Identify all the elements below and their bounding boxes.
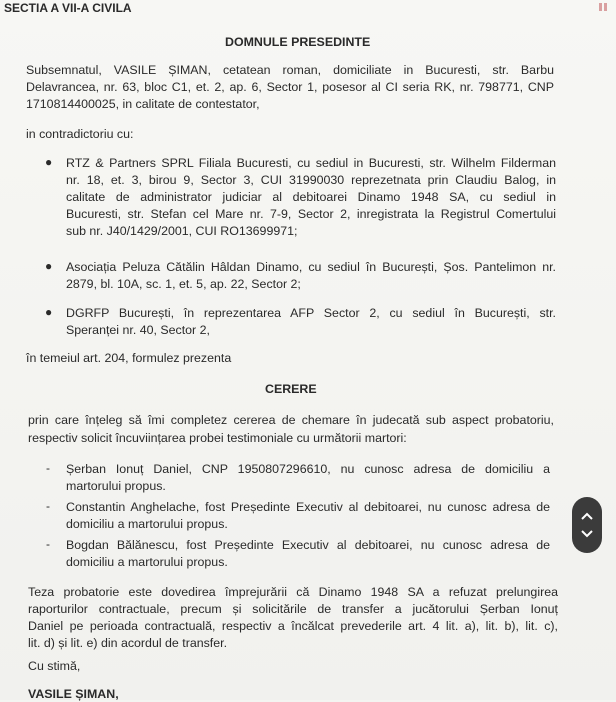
teza-line-1: Teza probatorie este dovedirea împrejurării că Dinamo 1948 SA a refuzat prelungirea <box>28 585 558 599</box>
request-line-2: respectiv solicit încuviințarea probei testimoniale cu următorii martori: <box>28 431 407 445</box>
dash-icon: - <box>46 499 50 513</box>
party-3-line-2: Speranței nr. 40, Sector 2, <box>66 323 210 337</box>
scroll-control[interactable] <box>572 497 602 553</box>
bullet-icon: ● <box>45 259 53 273</box>
witness-2-line-2: domiciliu a martorului propus. <box>66 517 228 531</box>
witness-1-line-2: martorului propus. <box>66 479 166 493</box>
teza-line-2: raporturilor contractuale, precum și solicitările de transfer a jucătorului Șerban Ionuț <box>28 602 558 616</box>
party-3-line-1: DGRFP București, în reprezentarea AFP Sector 2, cu sediul în București, str. <box>66 306 556 320</box>
closing: Cu stimă, <box>28 659 81 673</box>
party-1-line-1: RTZ & Partners SPRL Filiala Bucuresti, cu sediul in Bucuresti, str. Wilhelm Filderman <box>66 156 556 170</box>
bullet-icon: ● <box>45 305 53 319</box>
dash-icon: - <box>46 537 50 551</box>
temei-line: în temeiul art. 204, formulez prezenta <box>26 351 232 365</box>
document-title: CERERE <box>265 382 317 396</box>
intro-line-3: 1710814400025, in calitate de contestator, <box>26 97 260 111</box>
intro-line-1: Subsemnatul, VASILE ȘIMAN, cetatean roman, domiciliate in Bucuresti, str. Barbu <box>26 63 554 77</box>
corner-mark-icon <box>598 2 608 12</box>
witness-2-line-1: Constantin Anghelache, fost Președinte Executiv al debitoarei, nu cunosc adresa de <box>66 500 550 514</box>
contradictoriu-label: in contradictoriu cu: <box>26 127 134 141</box>
party-2-line-1: Asociația Peluza Cătălin Hâldan Dinamo, cu sediul în București, Șos. Pantelimon nr. <box>66 260 556 274</box>
bullet-icon: ● <box>45 155 53 169</box>
teza-line-3: Daniel pe perioada contractuală, respectiv a încălcat prevederile art. 4 lit. a), lit. b), lit. c), <box>28 619 558 633</box>
witness-1-line-1: Șerban Ionuț Daniel, CNP 1950807296610, nu cunosc adresa de domiciliu a <box>66 462 550 476</box>
teza-line-4: lit. d) și lit. e) din acordul de transfer. <box>28 636 228 650</box>
witness-3-line-2: domiciliu a martorului propus. <box>66 555 228 569</box>
party-1-line-2: nr. 18, et. 3, birou 9, Sector 3, CUI 31990030 reprezetnata prin Claudiu Balog, in <box>66 173 556 187</box>
signature: VASILE ȘIMAN, <box>28 687 119 701</box>
party-1-line-5: sub nr. J40/1429/2001, CUI RO13699971; <box>66 224 298 238</box>
party-1-line-3: calitate de administrator judiciar al debitoarei Dinamo 1948 SA, cu sediul in <box>66 190 556 204</box>
addressee-heading: DOMNULE PRESEDINTE <box>225 35 371 49</box>
dash-icon: - <box>46 461 50 475</box>
request-line-1: prin care înțeleg să îmi completez cererea de chemare în judecată sub aspect probatoriu, <box>28 413 554 427</box>
scroll-up-icon[interactable] <box>581 512 593 520</box>
section-heading: SECTIA A VII-A CIVILA <box>4 1 132 15</box>
intro-line-2: Delavrancea, nr. 63, bloc C1, et. 2, ap. 6, Sector 1, posesor al CI seria RK, nr. 798771, CNP <box>26 80 554 94</box>
party-1-line-4: Bucuresti, str. Stefan cel Mare nr. 7-9, Sector 2, inregistrata la Registrul Comertului <box>66 207 556 221</box>
witness-3-line-1: Bogdan Bălănescu, fost Președinte Executiv al debitoarei, nu cunosc adresa de <box>66 538 550 552</box>
scroll-down-icon[interactable] <box>581 530 593 538</box>
party-2-line-2: 2879, bl. 10A, sc. 1, et. 5, ap. 22, Sector 2; <box>66 277 301 291</box>
